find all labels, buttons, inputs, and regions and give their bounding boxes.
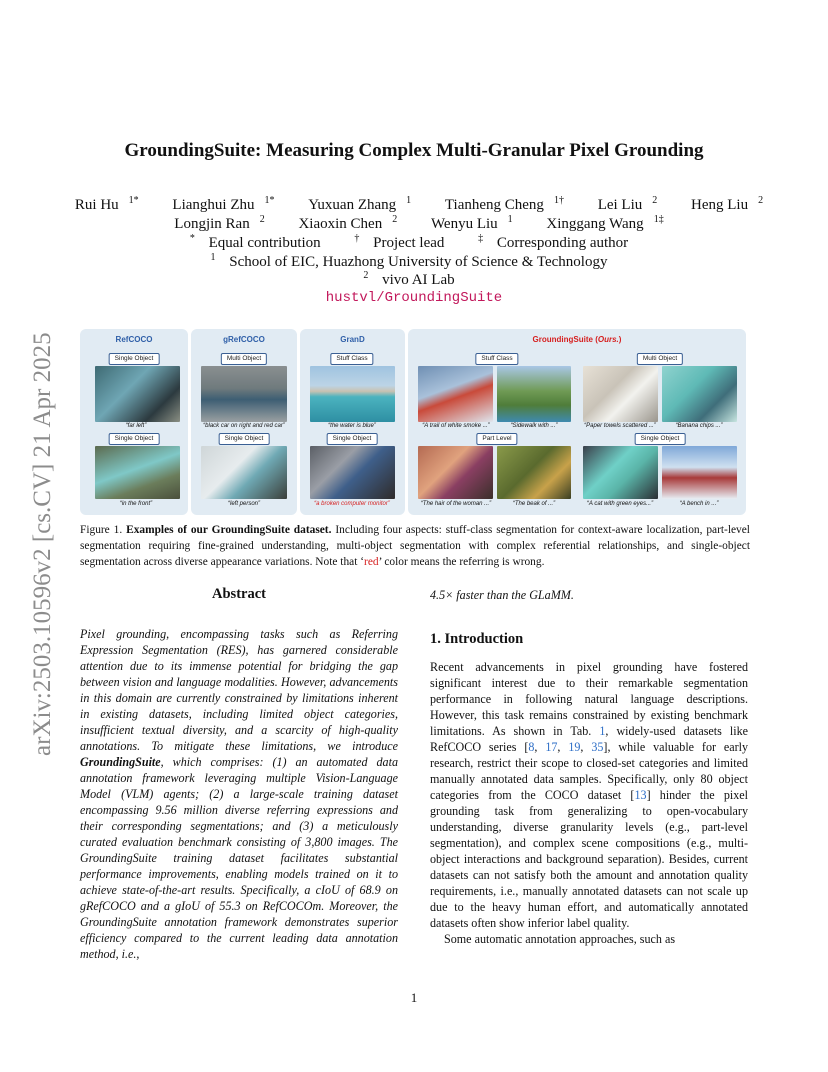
author: Lianghui Zhu $^{1*}$ [172, 195, 275, 213]
caption-grefcoco-bottom: “left person” [227, 501, 261, 507]
intro-text: Recent advancements in pixel grounding have fostered significant interest due to their remarkable segmentation performance in following natural language descriptions. However, this task remains constrained by existing benchmark limitations. As shown in Tab. 1, widely-used datasets like RefCOCO series [8, 17, 19, 35], while valuable for early research, restrict their scope to closed-set categories and limited manually annotated data samples. Specifically, only 80 object categories from the COCO dataset [13] hinder the pixel grounding task from generalizing to open-vocabulary understanding, diverse granularity levels (e.g., part-level segmentation), and complex scene compositions (e.g., multi-object interactions and background separation). Besides, current datasets can not satisfy both the amount and annotation quality requirements, i.e., manually annotated datasets can not scale up due to the heavy human effort, and automatically annotated datasets often show inferior label quality. Some automatic annotation approaches, such as [430, 660, 749, 946]
cite-link[interactable]: 17 [545, 740, 558, 754]
image-gs-7 [583, 446, 658, 499]
caption-gs-3: “Paper towels scattered ...” [584, 423, 656, 429]
badge-gs-multi: Multi Object [637, 353, 683, 365]
panel-title-groundingsuite: GroundingSuite (Ours.) [532, 335, 622, 344]
caption-gs-4: “Banana chips ...” [675, 423, 723, 429]
badge-gs-single: Single Object [635, 433, 686, 445]
badge-refcoco-top: Single Object [109, 353, 160, 365]
abstract-heading: Abstract [212, 586, 266, 602]
figure-caption: Figure 1. Examples of our GroundingSuite dataset. Including four aspects: stuff-class segmentation for context-aware localization, part-level segmentation requiring fine-grained understanding, multi-object segmentation with complex referential relationships, and single-object segmentation across diverse appearance variations. Note that ‘red’ color means the referring is wrong. [80, 524, 750, 568]
intro-paragraph-2: Some automatic annotation approaches, such as [444, 932, 676, 946]
caption-refcoco-bottom: “in the front” [119, 501, 153, 507]
caption-gs-8: “A bench in ...” [679, 501, 719, 507]
authors-line-2 [0, 214, 828, 233]
authors-line-1 [0, 195, 828, 214]
caption-grand-top: “the water is blue” [328, 423, 376, 429]
author: Longjin Ran $^2$ [174, 214, 265, 232]
image-refcoco-1 [95, 366, 180, 422]
badge-grefcoco-bottom: Single Object [219, 433, 270, 445]
author: Xiaoxin Chen $^2$ [298, 214, 398, 232]
paper-title: GroundingSuite: Measuring Complex Multi-Granular Pixel Grounding [124, 140, 704, 161]
image-gs-4 [662, 366, 737, 422]
caption-gs-7: “A cat with green eyes...” [586, 501, 654, 507]
image-gs-8 [662, 446, 737, 499]
caption-gs-1: “A trail of white smoke ...” [422, 423, 490, 429]
author: Rui Hu $^{1*}$ [74, 195, 139, 213]
panel-grand [300, 329, 405, 515]
caption-grefcoco-top: “black car on right and red car” [203, 423, 285, 429]
author: Wenyu Liu $^1$ [430, 214, 513, 232]
cite-link[interactable]: 8 [528, 740, 535, 754]
badge-grand-bottom: Single Object [327, 433, 378, 445]
arxiv-stamp [10, 280, 70, 760]
figure-1 [80, 329, 746, 515]
image-gs-1 [418, 366, 493, 422]
intro-heading: 1. Introduction [430, 631, 524, 647]
panel-groundingsuite [408, 329, 746, 515]
cite-link[interactable]: 13 [634, 788, 647, 802]
image-grefcoco-1 [201, 366, 287, 422]
caption-gs-2: “Sidewalk with ...” [510, 423, 558, 429]
abstract-continued: 4.5× faster than the GLaMM. [430, 588, 574, 602]
panel-refcoco [80, 329, 188, 515]
cite-link[interactable]: 1 [599, 724, 606, 738]
image-grefcoco-2 [201, 446, 287, 499]
affiliation-2: $^2$ vivo AI Lab [363, 270, 455, 288]
abstract-text: Pixel grounding, encompassing tasks such as Referring Expression Segmentation (RES), has garnered considerable attention due to its immense potential for bridging the gap between vision and language modalities. However, advancements in this domain are currently constrained by limitations inherent in existing datasets, including limited object categories, insufficient textual diversity, and a scarcity of high-quality annotations. To mitigate these limitations, we introduce GroundingSuite, which comprises: (1) an automated data annotation framework leveraging multiple Vision-Language Model (VLM) agents; (2) a large-scale training dataset encompassing 9.56 million diverse referring expressions and their corresponding segmentations; and (3) a meticulously curated evaluation benchmark consisting of 3,800 images. The GroundingSuite training dataset facilitates substantial performance improvements, enabling models trained on it to achieve state-of-the-art results. Specifically, a cIoU of 68.9 on gRefCOCO and a gIoU of 55.3 on RefCOCOm. Moreover, the GroundingSuite annotation framework demonstrates superior efficiency compared to the current leading data annotation method, i.e., [80, 627, 398, 961]
repo-link[interactable]: hustvl/GroundingSuite [325, 290, 503, 306]
cite-link[interactable]: 19 [568, 740, 581, 754]
badge-refcoco-bottom: Single Object [109, 433, 160, 445]
image-gs-6 [497, 446, 571, 499]
image-refcoco-2 [95, 446, 180, 499]
caption-refcoco-top: “far left” [125, 423, 147, 429]
author: Yuxuan Zhang $^1$ [308, 195, 412, 213]
panel-grefcoco [191, 329, 297, 515]
affiliation-1: $^1$ School of EIC, Huazhong University of Science & Technology [210, 252, 608, 270]
caption-grand-bottom: “a broken computer monitor” [314, 501, 390, 507]
image-grand-2 [310, 446, 395, 499]
author: Tianheng Cheng $^{1\dagger}$ [444, 195, 564, 213]
badge-grand-top: Stuff Class [330, 353, 373, 365]
panel-title-grefcoco: gRefCOCO [223, 335, 265, 344]
panel-title-grand: GranD [340, 335, 365, 344]
author: Heng Liu $^2$ [691, 195, 764, 213]
image-grand-1 [310, 366, 395, 422]
caption-gs-5: “The hair of the woman ...” [420, 501, 492, 507]
author: Lei Liu $^2$ [597, 195, 658, 213]
author: Xinggang Wang $^{1\ddagger}$ [546, 214, 664, 232]
badge-gs-stuff: Stuff Class [475, 353, 518, 365]
badge-gs-part: Part Level [476, 433, 517, 445]
badge-grefcoco-top: Multi Object [221, 353, 267, 365]
image-gs-2 [497, 366, 571, 422]
arxiv-stamp-text: arXiv:2503.10596v2 [cs.CV] 21 Apr 2025 [29, 332, 56, 756]
image-gs-5 [418, 446, 493, 499]
image-gs-3 [583, 366, 658, 422]
author-notes: * Equal contribution † Project lead ‡ Corresponding author [189, 233, 629, 251]
cite-link[interactable]: 35 [591, 740, 604, 754]
panel-title-refcoco: RefCOCO [115, 335, 153, 344]
page-number: 1 [410, 990, 418, 1005]
caption-gs-6: “The beak of ...” [512, 501, 556, 507]
